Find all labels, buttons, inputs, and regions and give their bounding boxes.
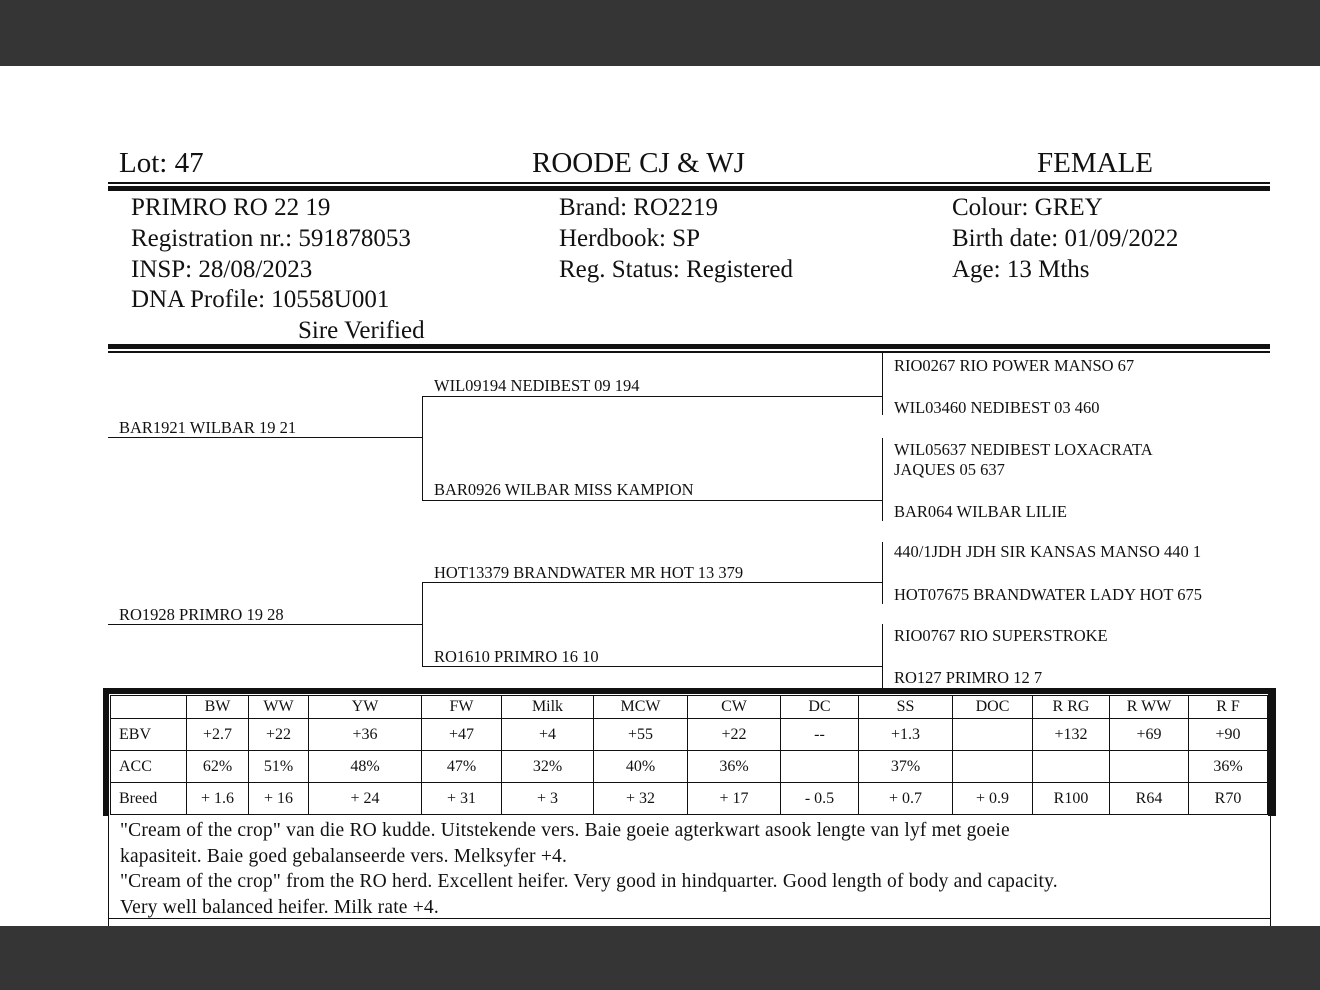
pedigree-ggp: RO127 PRIMRO 12 7 <box>894 668 1043 687</box>
pedigree-bracket <box>422 396 423 500</box>
pedigree-sire-dam: BAR0926 WILBAR MISS KAMPION <box>434 480 694 499</box>
ebv-cell: +36 <box>309 719 422 751</box>
ebv-col-header: Milk <box>502 696 594 719</box>
ebv-cell: +22 <box>249 719 309 751</box>
birth-date: Birth date: 01/09/2022 <box>952 225 1179 252</box>
ebv-cell: - 0.5 <box>781 783 859 815</box>
ebv-frame-left <box>103 688 109 816</box>
pedigree-line <box>422 500 882 501</box>
ebv-col-header: SS <box>859 696 953 719</box>
ebv-row-label: ACC <box>111 751 187 783</box>
pedigree-sire-sire: WIL09194 NEDIBEST 09 194 <box>434 376 640 395</box>
ebv-col-header: CW <box>688 696 781 719</box>
ebv-cell: +90 <box>1189 719 1268 751</box>
ebv-cell: 37% <box>859 751 953 783</box>
ebv-col-header: YW <box>309 696 422 719</box>
ebv-cell: R70 <box>1189 783 1268 815</box>
ebv-cell: +4 <box>502 719 594 751</box>
ebv-cell: 40% <box>594 751 688 783</box>
brand: Brand: RO2219 <box>559 194 719 221</box>
pedigree-ggp: WIL05637 NEDIBEST LOXACRATA <box>894 440 1153 459</box>
sex-label: FEMALE <box>1037 147 1153 179</box>
pedigree-bracket <box>422 582 423 667</box>
ebv-cell <box>1033 751 1110 783</box>
registration-number: Registration nr.: 591878053 <box>131 225 411 252</box>
ebv-cell: +22 <box>688 719 781 751</box>
ebv-cell: 48% <box>309 751 422 783</box>
ebv-cell: + 32 <box>594 783 688 815</box>
owner-name: ROODE CJ & WJ <box>532 147 745 179</box>
comment-afrikaans-line: "Cream of the crop" van die RO kudde. Uitstekende vers. Baie goeie agterkwart asook lengte van lyf met goeie <box>120 820 1010 841</box>
comment-border-left <box>108 816 109 926</box>
comment-english-line: "Cream of the crop" from the RO herd. Excellent heifer. Very good in hindquarter. Good length of body and capacity. <box>120 871 1058 892</box>
ebv-cell <box>953 751 1033 783</box>
ebv-col-header: R WW <box>1110 696 1189 719</box>
ebv-cell: 36% <box>688 751 781 783</box>
herdbook: Herdbook: SP <box>559 225 700 252</box>
comment-border-right <box>1270 816 1271 926</box>
pedigree-ggp: WIL03460 NEDIBEST 03 460 <box>894 398 1100 417</box>
ebv-cell: +1.3 <box>859 719 953 751</box>
ebv-col-header: R F <box>1189 696 1268 719</box>
ebv-cell: + 24 <box>309 783 422 815</box>
lot-number: Lot: 47 <box>119 147 204 179</box>
viewer-bottom-bar <box>0 926 1320 990</box>
ebv-cell: + 31 <box>422 783 502 815</box>
ebv-frame-right <box>1268 688 1276 816</box>
breed-row <box>111 783 1268 815</box>
pedigree-bracket <box>882 624 883 689</box>
ebv-cell: + 3 <box>502 783 594 815</box>
ebv-corner-cell <box>111 696 187 719</box>
pedigree-ggp: BAR064 WILBAR LILIE <box>894 502 1067 521</box>
ebv-cell: R100 <box>1033 783 1110 815</box>
sire-verified: Sire Verified <box>298 317 425 344</box>
ebv-cell: +2.7 <box>187 719 249 751</box>
ebv-cell: + 0.7 <box>859 783 953 815</box>
acc-row <box>111 751 1268 783</box>
pedigree-line <box>108 437 422 438</box>
pedigree-ggp: 440/1JDH JDH SIR KANSAS MANSO 440 1 <box>894 542 1202 561</box>
info-divider-thin <box>108 351 1270 353</box>
ebv-cell: 62% <box>187 751 249 783</box>
ebv-cell: +55 <box>594 719 688 751</box>
ebv-col-header: WW <box>249 696 309 719</box>
ebv-row-label: Breed <box>111 783 187 815</box>
header-divider-thick <box>108 186 1270 191</box>
pedigree-ggp: RIO0267 RIO POWER MANSO 67 <box>894 356 1135 375</box>
ebv-cell: -- <box>781 719 859 751</box>
ebv-table <box>110 695 1268 815</box>
ebv-cell: 47% <box>422 751 502 783</box>
ebv-cell <box>781 751 859 783</box>
pedigree-ggp: JAQUES 05 637 <box>894 460 1005 479</box>
pedigree-line <box>108 624 422 625</box>
ebv-col-header: FW <box>422 696 502 719</box>
animal-name: PRIMRO RO 22 19 <box>131 194 331 221</box>
ebv-header-row <box>111 696 1268 719</box>
ebv-row-label: EBV <box>111 719 187 751</box>
ebv-cell: 36% <box>1189 751 1268 783</box>
age: Age: 13 Mths <box>952 256 1090 283</box>
colour: Colour: GREY <box>952 194 1103 221</box>
ebv-cell: 51% <box>249 751 309 783</box>
pedigree-bracket <box>882 542 883 604</box>
ebv-cell: + 16 <box>249 783 309 815</box>
ebv-cell <box>953 719 1033 751</box>
ebv-cell: +47 <box>422 719 502 751</box>
comment-english-line: Very well balanced heifer. Milk rate +4. <box>120 896 439 918</box>
ebv-col-header: DC <box>781 696 859 719</box>
ebv-col-header: DOC <box>953 696 1033 719</box>
pedigree-bracket <box>882 353 883 415</box>
info-divider-thick <box>108 344 1270 349</box>
pedigree-dam-sire: HOT13379 BRANDWATER MR HOT 13 379 <box>434 563 744 582</box>
pedigree-ggp: HOT07675 BRANDWATER LADY HOT 675 <box>894 585 1202 604</box>
pedigree-dam-dam: RO1610 PRIMRO 16 10 <box>434 647 599 666</box>
ebv-cell: +69 <box>1110 719 1189 751</box>
dna-profile: DNA Profile: 10558U001 <box>131 286 390 313</box>
ebv-cell: R64 <box>1110 783 1189 815</box>
viewer-top-bar <box>0 0 1320 66</box>
pedigree-line <box>422 396 882 397</box>
ebv-col-header: R RG <box>1033 696 1110 719</box>
pedigree-ggp: RIO0767 RIO SUPERSTROKE <box>894 626 1108 645</box>
ebv-cell: + 17 <box>688 783 781 815</box>
inspection-date: INSP: 28/08/2023 <box>131 256 313 283</box>
pedigree-sire: BAR1921 WILBAR 19 21 <box>119 418 297 437</box>
ebv-cell: + 0.9 <box>953 783 1033 815</box>
pedigree-line <box>422 666 882 667</box>
comment-text <box>120 818 1260 920</box>
ebv-cell: +132 <box>1033 719 1110 751</box>
ebv-col-header: BW <box>187 696 249 719</box>
pedigree-bracket <box>882 438 883 521</box>
ebv-cell <box>1110 751 1189 783</box>
ebv-cell: 32% <box>502 751 594 783</box>
ebv-frame-top <box>103 688 1276 694</box>
ebv-row <box>111 719 1268 751</box>
registration-status: Reg. Status: Registered <box>559 256 793 283</box>
header-divider-thin <box>108 182 1270 184</box>
ebv-cell: + 1.6 <box>187 783 249 815</box>
pedigree-dam: RO1928 PRIMRO 19 28 <box>119 605 284 624</box>
comment-afrikaans-line: kapasiteit. Baie goed gebalanseerde vers. Melksyfer +4. <box>120 845 568 867</box>
pedigree-line <box>422 582 882 583</box>
ebv-col-header: MCW <box>594 696 688 719</box>
